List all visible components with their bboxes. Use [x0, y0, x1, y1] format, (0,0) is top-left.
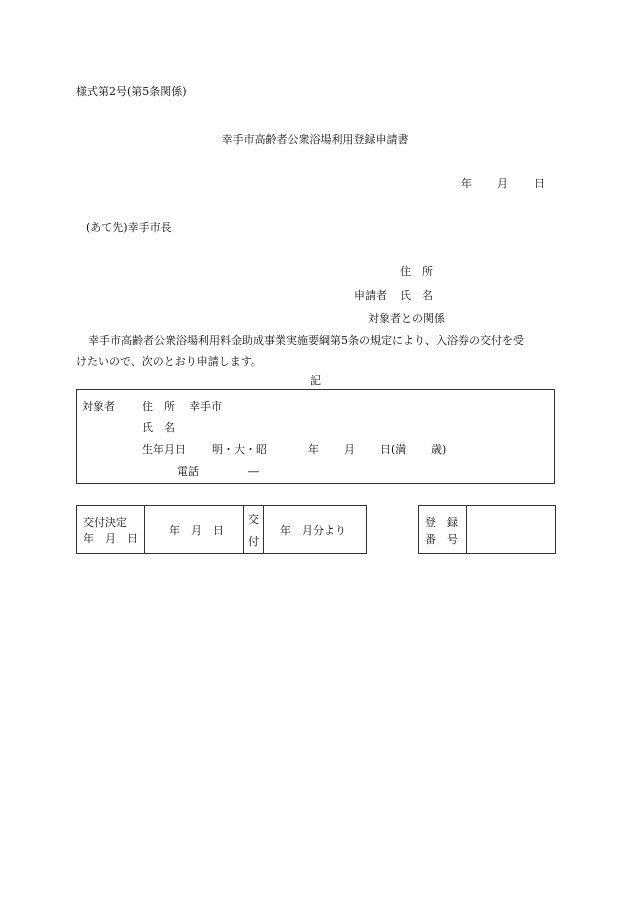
body-text-line2: けたいので、次のとおり申請します。 — [76, 355, 262, 368]
date-year-label: 年 — [461, 177, 472, 190]
grant-label-cell — [244, 506, 264, 553]
target-person-box — [76, 389, 555, 484]
registration-number-table — [418, 505, 556, 554]
grant-from-value: 年 月分より — [280, 524, 346, 537]
target-year-label: 年 — [308, 443, 319, 456]
registration-label-line2: 番 号 — [425, 533, 458, 546]
grant-decision-label-line1: 交付決定 — [83, 516, 127, 529]
target-month-label: 月 — [344, 443, 355, 456]
form-number: 様式第2号(第5条関係) — [76, 85, 187, 98]
target-birth-label: 生年月日 — [142, 443, 186, 456]
grant-decision-label-line2: 年 月 日 — [83, 532, 138, 545]
date-day-label: 日 — [534, 177, 545, 190]
body-text-line1: 幸手市高齢者公衆浴場利用料金助成事業実施要綱第5条の規定により、入浴券の交付を受 — [88, 334, 524, 347]
applicant-name-label: 氏 名 — [400, 289, 433, 302]
registration-number-field[interactable] — [467, 506, 555, 553]
grant-label-char2: 付 — [248, 535, 259, 548]
target-heading: 対象者 — [82, 400, 115, 413]
target-age-close: 歳) — [431, 443, 447, 456]
grant-decision-label-cell — [77, 506, 145, 553]
applicant-relation-label: 対象者との関係 — [368, 312, 445, 325]
target-phone-label: 電話 — [177, 465, 199, 478]
document-title: 幸手市高齢者公衆浴場利用登録申請書 — [221, 133, 409, 146]
applicant-address-label: 住 所 — [400, 265, 433, 278]
addressee: (あて先)幸手市長 — [86, 221, 172, 234]
ki-label: 記 — [310, 374, 321, 387]
target-era-options: 明・大・昭 — [212, 443, 267, 456]
grant-decision-table — [76, 505, 367, 554]
registration-label-cell — [419, 506, 467, 553]
target-address-value: 幸手市 — [189, 400, 222, 413]
date-month-label: 月 — [497, 177, 508, 190]
target-day-age-open: 日(満 — [380, 443, 407, 456]
grant-label-char1: 交 — [248, 513, 259, 526]
applicant-label: 申請者 — [354, 289, 387, 302]
grant-decision-date-value: 年 月 日 — [169, 524, 224, 537]
target-address-label: 住 所 — [142, 400, 175, 413]
target-name-label: 氏 名 — [142, 421, 175, 434]
grant-from-cell — [264, 506, 366, 553]
target-phone-dash: ― — [248, 465, 259, 478]
registration-label-line1: 登 録 — [425, 516, 458, 529]
